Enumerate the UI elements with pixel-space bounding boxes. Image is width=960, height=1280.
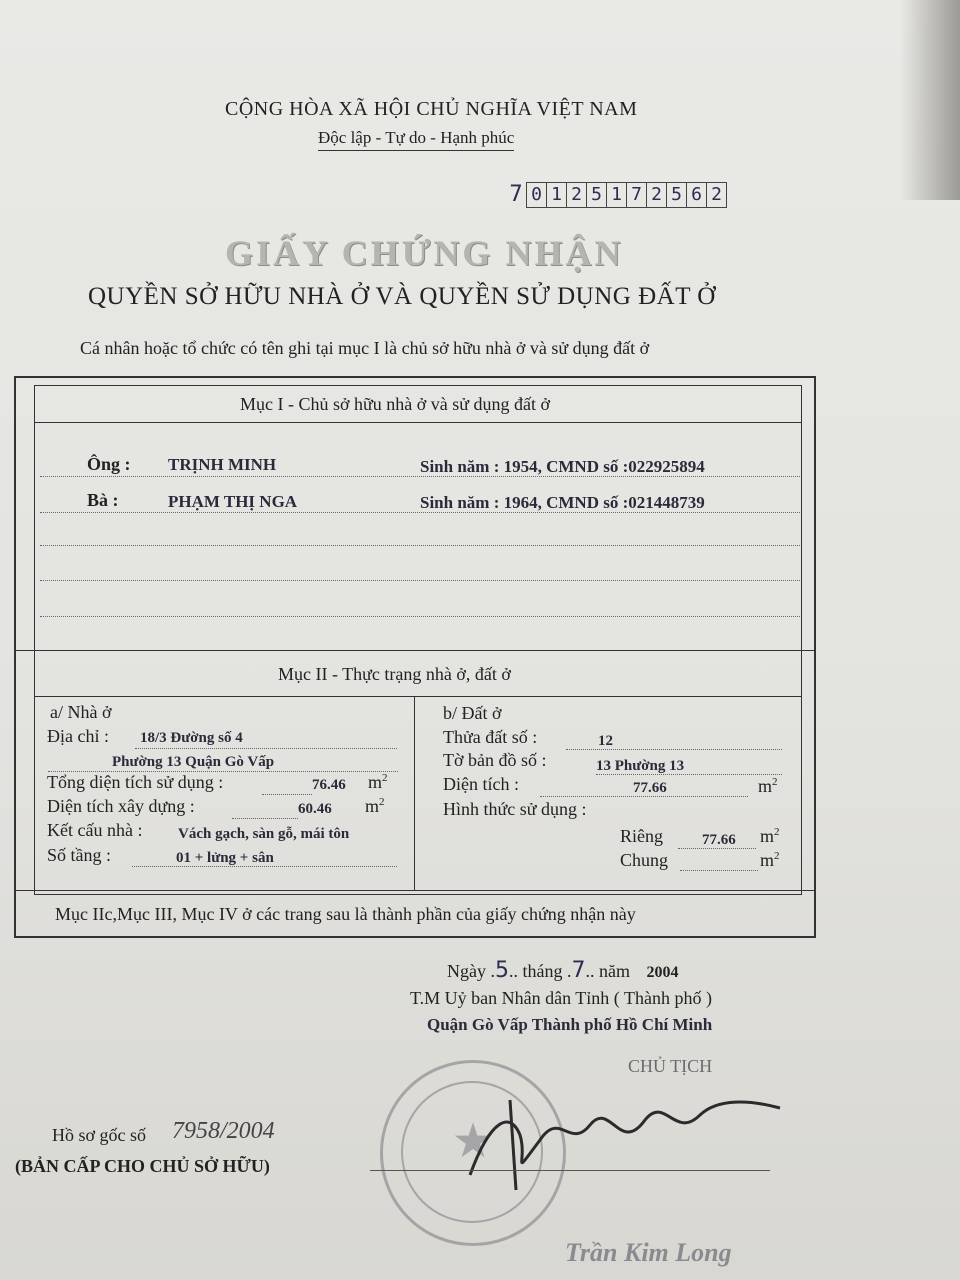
divider: [34, 422, 802, 423]
serial-digit: 5: [586, 182, 607, 208]
area-unit: $m^2$: [760, 850, 780, 870]
intro-text: Cá nhân hoặc tổ chức có tên ghi tại mục I là chủ sở hữu nhà ở và sử dụng đất ở: [80, 338, 650, 358]
land-area-value: 77.66: [633, 780, 667, 796]
dotted-line: [232, 818, 298, 819]
seal-emblem-icon: ★: [451, 1115, 495, 1168]
record-label: Hồ sơ gốc số: [52, 1125, 147, 1145]
area-unit: $m^2$: [758, 776, 778, 796]
usage-label: Hình thức sử dụng :: [443, 799, 587, 819]
address-line2: Phường 13 Quận Gò Vấp: [112, 754, 275, 770]
owner2-prefix: Bà :: [87, 490, 119, 510]
dotted-line: [135, 748, 397, 749]
dotted-line: [40, 512, 800, 513]
shared-label: Chung: [620, 850, 669, 870]
dotted-line: [40, 476, 800, 477]
address-line1: 18/3 Đường số 4: [140, 730, 243, 746]
column-divider: [414, 696, 415, 890]
dotted-line: [566, 749, 782, 750]
owner2-info: Sinh năm : 1964, CMND số :021448739: [420, 493, 705, 512]
serial-digit: 2: [646, 182, 667, 208]
serial-digit: 5: [666, 182, 687, 208]
serial-digit: 6: [686, 182, 707, 208]
dotted-line: [540, 796, 748, 797]
structure-value: Vách gạch, sàn gỗ, mái tôn: [178, 826, 350, 842]
dotted-line: [132, 866, 397, 867]
divider: [14, 890, 814, 891]
country-header: CỘNG HÒA XÃ HỘI CHỦ NGHĨA VIỆT NAM: [225, 98, 638, 120]
dotted-line: [262, 794, 312, 795]
private-label: Riêng: [620, 826, 663, 846]
owner1-name: TRỊNH MINH: [168, 455, 277, 474]
built-area-value: 60.46: [298, 801, 332, 817]
year-value: 2004: [646, 964, 679, 981]
unit-text: m: [365, 796, 380, 816]
address-label: Địa chỉ :: [47, 726, 109, 746]
month-label: tháng: [522, 961, 563, 981]
floors-label: Số tầng :: [47, 845, 112, 865]
land-area-label: Diện tích :: [443, 774, 519, 794]
footer-note: Mục IIc,Mục III, Mục IV ở các trang sau là thành phần của giấy chứng nhận này: [55, 904, 636, 924]
house-heading: a/ Nhà ở: [50, 702, 112, 722]
dotted-line: [680, 870, 758, 871]
motto: Độc lập - Tự do - Hạnh phúc: [318, 128, 514, 151]
serial-number: [505, 182, 727, 208]
serial-digit: 1: [606, 182, 627, 208]
total-area-value: 76.46: [312, 777, 346, 793]
month-value: 7: [571, 958, 586, 983]
serial-digit: 0: [526, 182, 547, 208]
record-number: 7958/2004: [172, 1118, 275, 1144]
certificate-subtitle: QUYỀN SỞ HỮU NHÀ Ở VÀ QUYỀN SỬ DỤNG ĐẤT Ở: [88, 283, 716, 310]
chairman-title: CHỦ TỊCH: [628, 1056, 713, 1076]
dotted-line: [40, 580, 800, 581]
divider: [14, 650, 814, 651]
year-label: năm: [599, 961, 630, 981]
owner1-info: Sinh năm : 1954, CMND số :022925894: [420, 457, 705, 476]
unit-text: m: [758, 776, 773, 796]
day-label: Ngày: [447, 961, 486, 981]
dotted-line: [40, 545, 800, 546]
date-line: Ngày .5.. tháng .7.. năm 2004: [447, 958, 679, 983]
copy-note: (BẢN CẤP CHO CHỦ SỞ HỮU): [15, 1156, 270, 1176]
section2-title: Mục II - Thực trạng nhà ở, đất ở: [278, 664, 511, 684]
area-unit: $m^2$: [760, 826, 780, 846]
serial-digit: 2: [566, 182, 587, 208]
serial-digit: 1: [546, 182, 567, 208]
built-area-label: Diện tích xây dựng :: [47, 796, 195, 816]
section1-title: Mục I - Chủ sở hữu nhà ở và sử dụng đất ở: [240, 394, 551, 414]
dotted-line: [596, 774, 782, 775]
page-shadow: [900, 0, 960, 200]
owner2-name: PHẠM THỊ NGA: [168, 492, 298, 511]
unit-text: m: [760, 826, 775, 846]
district: Quận Gò Vấp Thành phố Hồ Chí Minh: [427, 1015, 713, 1034]
signature-graphic: [450, 1080, 790, 1200]
unit-text: m: [368, 772, 383, 792]
day-value: 5: [495, 958, 509, 983]
serial-prefix: 7: [509, 182, 523, 207]
total-area-label: Tổng diện tích sử dụng :: [47, 772, 224, 792]
dotted-line: [40, 616, 800, 617]
map-value: 13 Phường 13: [596, 758, 685, 774]
authority: T.M Uỷ ban Nhân dân Tỉnh ( Thành phố ): [410, 988, 712, 1008]
land-heading: b/ Đất ở: [443, 703, 502, 723]
area-unit: $m^2$: [365, 796, 385, 816]
signature-line: [370, 1170, 770, 1171]
floors-value: 01 + lửng + sân: [176, 850, 274, 866]
plot-value: 12: [598, 733, 613, 749]
plot-label: Thửa đất số :: [443, 727, 538, 747]
area-unit: $m^2$: [368, 772, 388, 792]
serial-digit: 2: [706, 182, 727, 208]
divider: [34, 696, 802, 697]
structure-label: Kết cấu nhà :: [47, 820, 143, 840]
certificate-title: GIẤY CHỨNG NHẬN: [225, 233, 624, 273]
map-label: Tờ bản đồ số :: [443, 750, 547, 770]
dotted-line: [678, 848, 756, 849]
signer-name: Trần Kim Long: [565, 1238, 732, 1267]
owner1-prefix: Ông :: [87, 454, 131, 474]
private-value: 77.66: [702, 832, 736, 848]
serial-digit: 7: [626, 182, 647, 208]
unit-text: m: [760, 850, 775, 870]
